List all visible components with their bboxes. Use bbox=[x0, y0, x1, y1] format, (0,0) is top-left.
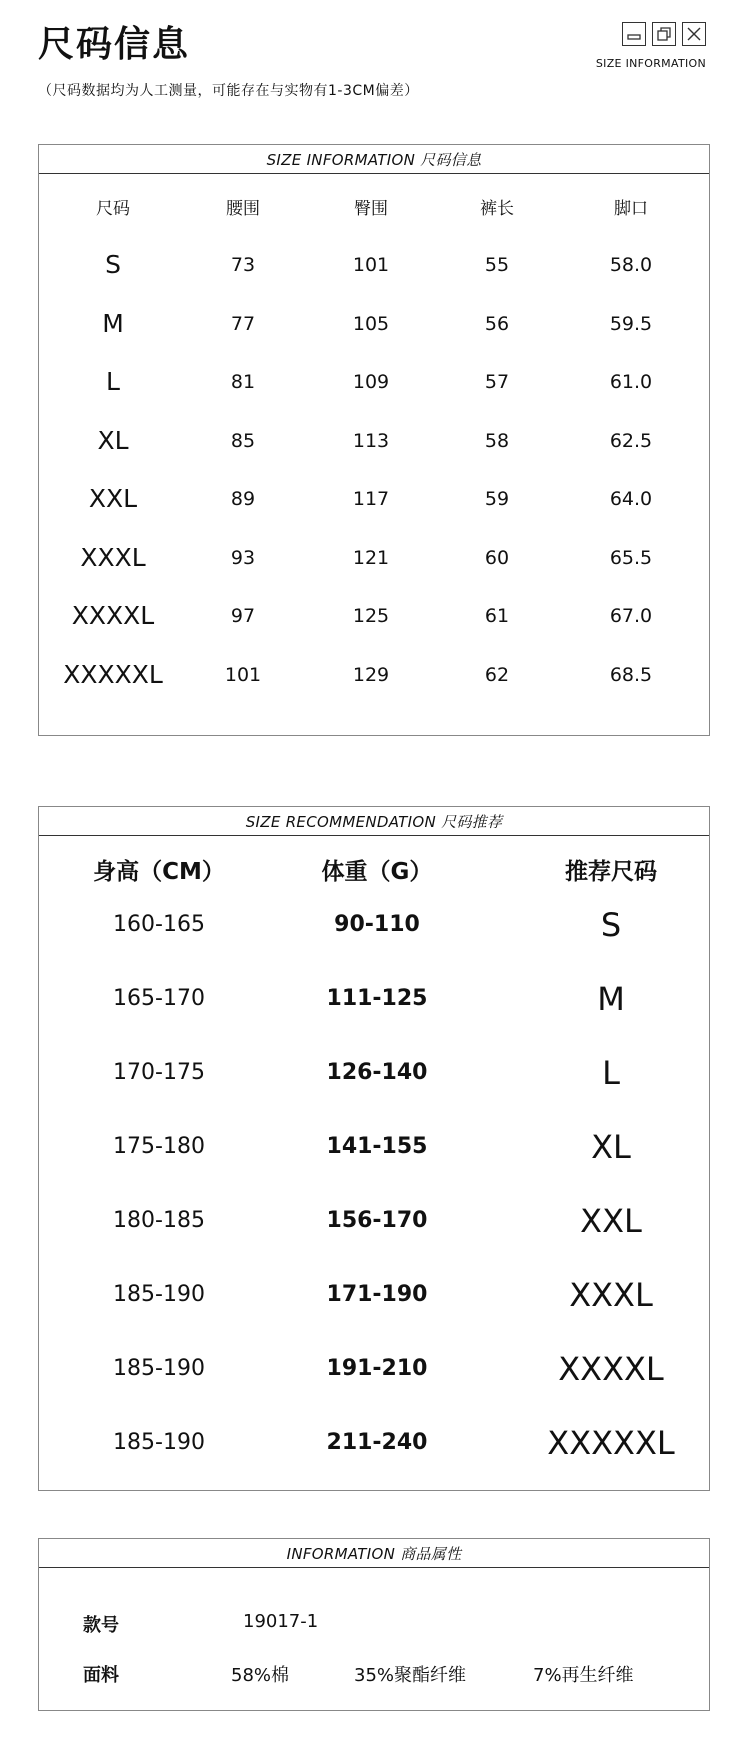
column-header-recommended-size: 推荐尺码 bbox=[565, 859, 657, 885]
cell-hip: 125 bbox=[352, 605, 390, 627]
cell-hem: 59.5 bbox=[609, 312, 653, 335]
recommendation-header-row bbox=[39, 852, 709, 892]
cell-length: 59 bbox=[484, 488, 510, 510]
cell-hip: 113 bbox=[352, 429, 390, 452]
window-controls bbox=[622, 22, 706, 46]
size-table-row bbox=[39, 601, 709, 631]
fabric-value-cotton: 58%棉 bbox=[231, 1665, 290, 1686]
cell-weight: 141-155 bbox=[326, 1134, 428, 1159]
column-header-hip: 臀围 bbox=[354, 199, 388, 219]
column-header-size: 尺码 bbox=[96, 199, 130, 219]
cell-height: 160-165 bbox=[113, 912, 205, 937]
cell-hem: 67.0 bbox=[609, 605, 653, 627]
cell-size: XXXL bbox=[80, 542, 146, 572]
size-table-row bbox=[39, 426, 709, 456]
fabric-value-polyester: 35%聚酯纤维 bbox=[354, 1665, 467, 1686]
product-information-panel bbox=[38, 1538, 710, 1711]
cell-weight: 211-240 bbox=[326, 1430, 428, 1455]
size-information-caption: SIZE INFORMATION bbox=[595, 57, 706, 70]
cell-height: 185-190 bbox=[113, 1282, 205, 1307]
cell-height: 180-185 bbox=[113, 1208, 205, 1233]
cell-weight: 171-190 bbox=[326, 1282, 428, 1307]
cell-size: XXXXXL bbox=[63, 659, 163, 689]
cell-hem: 61.0 bbox=[609, 371, 653, 393]
cell-size: L bbox=[106, 367, 120, 396]
cell-length: 55 bbox=[484, 254, 510, 276]
cell-size: XL bbox=[97, 425, 129, 455]
cell-height: 165-170 bbox=[113, 986, 205, 1011]
cell-recommended-size: XXXXL bbox=[558, 1350, 664, 1388]
cell-waist: 93 bbox=[230, 546, 256, 569]
cell-length: 58 bbox=[484, 429, 510, 452]
cell-waist: 101 bbox=[224, 663, 262, 686]
cell-hip: 121 bbox=[352, 546, 390, 569]
close-icon bbox=[682, 22, 706, 46]
size-table-row bbox=[39, 367, 709, 397]
cell-weight: 156-170 bbox=[326, 1208, 428, 1233]
size-table-row bbox=[39, 660, 709, 690]
size-recommendation-heading: SIZE RECOMMENDATION 尺码推荐 bbox=[39, 807, 709, 836]
cell-length: 61 bbox=[484, 605, 510, 627]
page-title: 尺码信息 bbox=[38, 24, 191, 65]
cell-hip: 109 bbox=[352, 371, 390, 393]
cell-waist: 77 bbox=[230, 312, 256, 335]
cell-height: 185-190 bbox=[113, 1430, 205, 1455]
measurement-note: （尺码数据均为人工测量，可能存在与实物有1-3CM偏差） bbox=[38, 83, 419, 99]
cell-size: S bbox=[105, 250, 121, 279]
recommendation-row bbox=[39, 1201, 709, 1241]
cell-hip: 117 bbox=[352, 488, 390, 510]
cell-waist: 85 bbox=[230, 429, 256, 452]
cell-size: M bbox=[102, 308, 124, 338]
cell-weight: 111-125 bbox=[326, 986, 428, 1011]
cell-height: 175-180 bbox=[113, 1134, 205, 1159]
size-table-row bbox=[39, 309, 709, 339]
cell-weight: 126-140 bbox=[326, 1060, 428, 1085]
cell-recommended-size: S bbox=[600, 906, 622, 944]
cell-height: 185-190 bbox=[113, 1356, 205, 1381]
column-header-weight: 体重（G） bbox=[321, 859, 433, 885]
size-information-heading: SIZE INFORMATION 尺码信息 bbox=[39, 145, 709, 174]
cell-size: XXXXL bbox=[71, 601, 155, 630]
cell-recommended-size: XXXXXL bbox=[547, 1424, 675, 1462]
cell-waist: 97 bbox=[230, 605, 256, 627]
cell-waist: 73 bbox=[230, 254, 256, 276]
cell-recommended-size: L bbox=[602, 1054, 620, 1092]
recommendation-row bbox=[39, 1349, 709, 1389]
cell-hip: 105 bbox=[352, 312, 390, 335]
recommendation-row bbox=[39, 905, 709, 945]
cell-hip: 129 bbox=[352, 663, 390, 686]
cell-hem: 62.5 bbox=[609, 429, 653, 452]
style-number-label: 款号 bbox=[83, 1615, 119, 1636]
column-header-waist: 腰围 bbox=[226, 199, 260, 219]
recommendation-row bbox=[39, 1127, 709, 1167]
fabric-value-regenerated: 7%再生纤维 bbox=[533, 1665, 634, 1686]
cell-hip: 101 bbox=[352, 254, 390, 276]
size-table-header-row bbox=[39, 194, 709, 224]
recommendation-row bbox=[39, 1275, 709, 1315]
cell-height: 170-175 bbox=[113, 1060, 205, 1085]
cell-recommended-size: XL bbox=[591, 1128, 631, 1166]
cell-length: 57 bbox=[484, 371, 510, 393]
recommendation-row bbox=[39, 1053, 709, 1093]
restore-icon bbox=[652, 22, 676, 46]
cell-waist: 81 bbox=[230, 371, 256, 393]
recommendation-row bbox=[39, 979, 709, 1019]
product-information-heading: INFORMATION 商品属性 bbox=[39, 1539, 709, 1568]
cell-hem: 68.5 bbox=[609, 663, 653, 686]
cell-weight: 90-110 bbox=[334, 912, 420, 937]
column-header-hem: 脚口 bbox=[614, 199, 648, 219]
size-table-row bbox=[39, 250, 709, 280]
size-table-row bbox=[39, 543, 709, 573]
recommendation-row bbox=[39, 1423, 709, 1463]
size-information-panel bbox=[38, 144, 710, 736]
cell-weight: 191-210 bbox=[326, 1356, 428, 1381]
size-recommendation-panel bbox=[38, 806, 710, 1491]
cell-length: 60 bbox=[484, 546, 510, 569]
column-header-length: 裤长 bbox=[480, 199, 514, 219]
size-table-row bbox=[39, 484, 709, 514]
cell-recommended-size: M bbox=[597, 980, 625, 1018]
fabric-label: 面料 bbox=[83, 1665, 119, 1686]
cell-hem: 65.5 bbox=[609, 546, 653, 569]
cell-waist: 89 bbox=[230, 488, 256, 510]
cell-length: 62 bbox=[484, 663, 510, 686]
cell-length: 56 bbox=[484, 312, 510, 335]
minimize-icon bbox=[622, 22, 646, 46]
cell-recommended-size: XXL bbox=[580, 1202, 642, 1240]
column-header-height: 身高（CM） bbox=[93, 859, 225, 885]
cell-size: XXL bbox=[88, 484, 138, 513]
cell-recommended-size: XXXL bbox=[569, 1276, 653, 1314]
style-number-value: 19017-1 bbox=[243, 1611, 319, 1632]
cell-hem: 64.0 bbox=[609, 488, 653, 510]
cell-hem: 58.0 bbox=[609, 254, 653, 276]
